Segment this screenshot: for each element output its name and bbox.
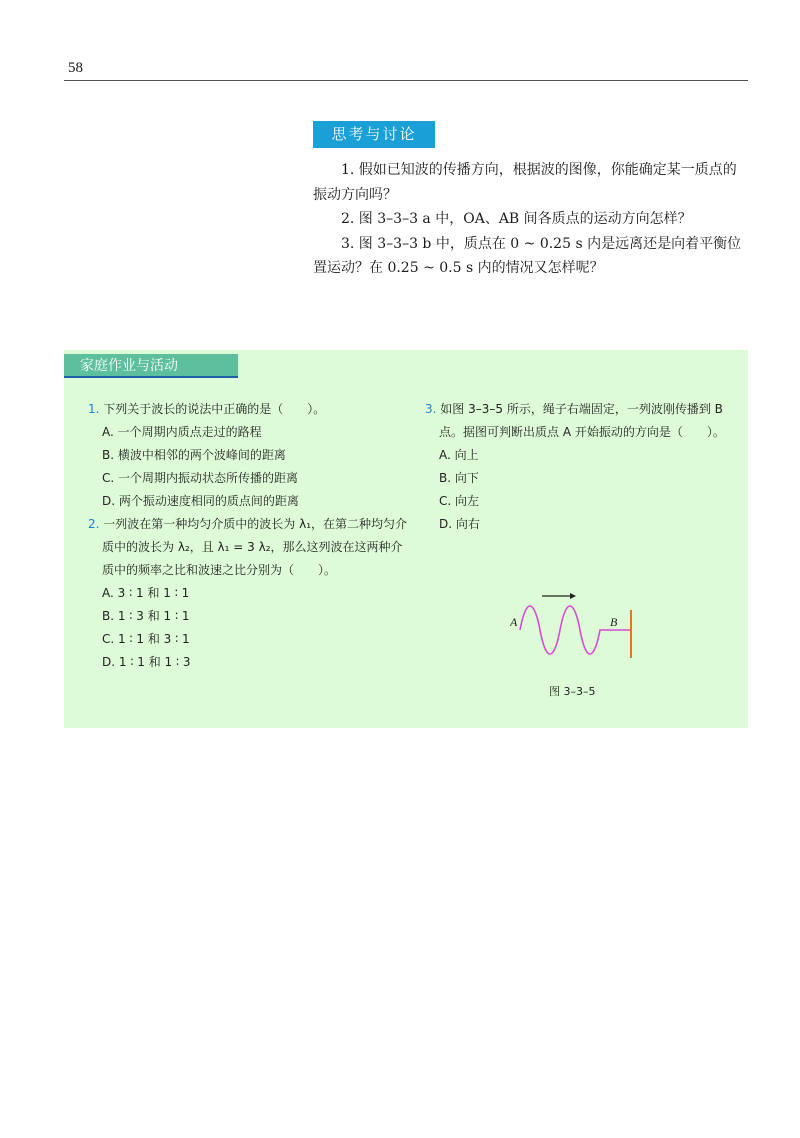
- question-2-option-d: D. 1 ∶ 1 和 1 ∶ 3: [102, 655, 191, 669]
- question-2-number: 2.: [88, 517, 100, 531]
- page-number: 58: [68, 60, 83, 76]
- homework-right-column: [425, 398, 725, 536]
- think-item-2: 2. 图 3–3–3 a 中，OA、AB 间各质点的运动方向怎样？: [341, 211, 692, 227]
- question-3: [425, 398, 725, 444]
- question-3-option-d: D. 向右: [439, 517, 480, 531]
- question-2-text: 一列波在第一种均匀介质中的波长为 λ₁，在第二种均匀介质中的波长为 λ₂，且 λ₁ = 3 λ₂，那么这列波在这两种介质中的频率之比和波速之比分别为（ ）。: [102, 517, 408, 577]
- think-discuss-text: [313, 158, 749, 281]
- question-2-option-b: B. 1 ∶ 3 和 1 ∶ 1: [102, 609, 190, 623]
- question-1-text: 下列关于波长的说法中正确的是（ ）。: [103, 402, 326, 416]
- point-b-label: B: [610, 615, 618, 629]
- think-item-1: 1. 假如已知波的传播方向，根据波的图像，你能确定某一质点的振动方向吗？: [313, 162, 737, 203]
- question-1-option-a: A. 一个周期内质点走过的路程: [102, 425, 262, 439]
- question-2: [88, 513, 408, 582]
- question-1-number: 1.: [88, 402, 100, 416]
- homework-left-column: [88, 398, 408, 674]
- question-1-option-c: C. 一个周期内振动状态所传播的距离: [102, 471, 299, 485]
- question-1-option-d: D. 两个振动速度相同的质点间的距离: [102, 494, 299, 508]
- think-discuss-title: 思考与讨论: [313, 121, 435, 148]
- figure-caption: 图 3–3–5: [549, 685, 596, 698]
- wave-curve: [520, 606, 631, 654]
- question-3-option-a: A. 向上: [439, 448, 479, 462]
- question-1-option-b: B. 横波中相邻的两个波峰间的距离: [102, 448, 286, 462]
- propagation-arrow-head: [570, 593, 576, 599]
- question-2-option-a: A. 3 ∶ 1 和 1 ∶ 1: [102, 586, 190, 600]
- question-2-option-c: C. 1 ∶ 1 和 3 ∶ 1: [102, 632, 190, 646]
- question-1: [88, 398, 408, 421]
- question-3-text: 如图 3–3–5 所示，绳子右端固定，一列波刚传播到 B 点。据图可判断出质点 A 开始振动的方向是（ ）。: [439, 402, 725, 439]
- question-3-option-b: B. 向下: [439, 471, 479, 485]
- header-rule: [64, 80, 748, 81]
- homework-title: 家庭作业与活动: [64, 354, 238, 378]
- point-a-label: A: [510, 615, 518, 629]
- question-3-option-c: C. 向左: [439, 494, 480, 508]
- think-item-3: 3. 图 3–3–3 b 中，质点在 0 ~ 0.25 s 内是远离还是向着平衡位置运动？在 0.25 ~ 0.5 s 内的情况又怎样呢？: [313, 235, 742, 276]
- homework-box: [64, 350, 748, 728]
- question-3-number: 3.: [425, 402, 437, 416]
- wave-figure: [510, 590, 650, 660]
